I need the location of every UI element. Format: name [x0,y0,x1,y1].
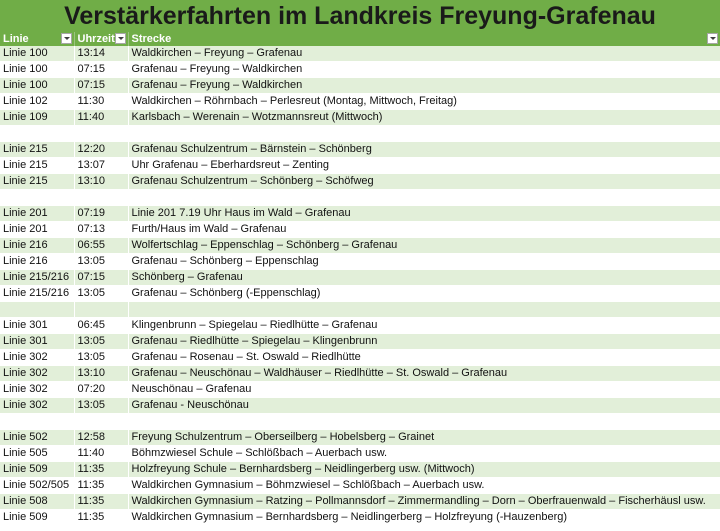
cell-linie[interactable]: Linie 215/216 [0,270,74,286]
cell-strecke[interactable]: Waldkirchen – Freyung – Grafenau [128,46,720,62]
cell-linie[interactable]: Linie 505 [0,446,74,462]
table-row [0,62,720,78]
cell-linie[interactable]: Linie 508 [0,494,74,510]
cell-strecke[interactable]: Grafenau – Neuschönau – Waldhäuser – Riedlhütte – St. Oswald – Grafenau [128,366,720,382]
table-row [0,206,720,222]
cell-linie[interactable]: Linie 201 [0,206,74,222]
cell-linie[interactable]: Linie 302 [0,398,74,414]
table-row [0,334,720,350]
cell-linie[interactable]: Linie 100 [0,78,74,94]
table-row [0,78,720,94]
cell-uhrzeit[interactable]: 07:15 [74,62,128,78]
cell-strecke[interactable]: Grafenau – Freyung – Waldkirchen [128,78,720,94]
cell-strecke[interactable]: Grafenau Schulzentrum – Bärnstein – Schönberg [128,142,720,158]
cell-linie[interactable]: Linie 216 [0,254,74,270]
table-row [0,414,720,430]
table-row [0,174,720,190]
cell-linie[interactable]: Linie 216 [0,238,74,254]
cell-strecke[interactable]: Schönberg – Grafenau [128,270,720,286]
table-row [0,494,720,510]
cell-uhrzeit[interactable] [74,126,128,142]
table-row [0,286,720,302]
cell-uhrzeit[interactable]: 13:14 [74,46,128,62]
cell-uhrzeit[interactable]: 06:45 [74,318,128,334]
cell-strecke[interactable] [128,302,720,318]
cell-strecke[interactable]: Waldkirchen Gymnasium – Ratzing – Pollmannsdorf – Zimmermandling – Dorn – Oberfrauenwald – Fischerhäusl usw. [128,494,720,510]
title-bar [0,0,720,33]
filter-dropdown-icon[interactable] [115,33,126,44]
cell-strecke[interactable]: Wolfertschlag – Eppenschlag – Schönberg – Grafenau [128,238,720,254]
table-row [0,142,720,158]
cell-uhrzeit[interactable]: 11:35 [74,462,128,478]
cell-strecke[interactable] [128,414,720,430]
table-row [0,446,720,462]
cell-linie[interactable]: Linie 502/505 [0,478,74,494]
filter-dropdown-icon[interactable] [61,33,72,44]
cell-linie[interactable]: Linie 100 [0,46,74,62]
column-header-label: Strecke [131,33,172,46]
cell-linie[interactable]: Linie 215 [0,158,74,174]
cell-linie[interactable]: Linie 302 [0,350,74,366]
column-header-linie [0,32,74,46]
cell-linie[interactable]: Linie 509 [0,510,74,526]
table-row [0,158,720,174]
cell-uhrzeit[interactable]: 11:35 [74,510,128,526]
cell-uhrzeit[interactable]: 12:58 [74,430,128,446]
cell-linie[interactable]: Linie 215 [0,174,74,190]
column-header-uhrzeit [74,32,128,46]
table-row [0,238,720,254]
cell-strecke[interactable]: Waldkirchen – Röhrnbach – Perlesreut (Montag, Mittwoch, Freitag) [128,94,720,110]
cell-linie[interactable]: Linie 201 [0,222,74,238]
cell-linie[interactable]: Linie 109 [0,110,74,126]
table-row [0,510,720,526]
cell-uhrzeit[interactable]: 07:20 [74,382,128,398]
cell-uhrzeit[interactable] [74,414,128,430]
cell-strecke[interactable]: Neuschönau – Grafenau [128,382,720,398]
cell-uhrzeit[interactable]: 13:10 [74,366,128,382]
cell-uhrzeit[interactable]: 13:05 [74,334,128,350]
cell-strecke[interactable] [128,190,720,206]
cell-strecke[interactable]: Grafenau Schulzentrum – Schönberg – Schöfweg [128,174,720,190]
cell-strecke[interactable]: Grafenau - Neuschönau [128,398,720,414]
cell-strecke[interactable]: Karlsbach – Werenain – Wotzmannsreut (Mittwoch) [128,110,720,126]
cell-uhrzeit[interactable]: 07:15 [74,78,128,94]
cell-uhrzeit[interactable] [74,302,128,318]
cell-uhrzeit[interactable]: 11:30 [74,94,128,110]
cell-uhrzeit[interactable]: 12:20 [74,142,128,158]
table-row [0,318,720,334]
cell-strecke[interactable]: Klingenbrunn – Spiegelau – Riedlhütte – Grafenau [128,318,720,334]
page-title: Verstärkerfahrten im Landkreis Freyung-Grafenau [64,1,656,30]
cell-uhrzeit[interactable]: 13:05 [74,254,128,270]
table-row [0,478,720,494]
table-row [0,46,720,62]
cell-strecke[interactable]: Grafenau – Riedlhütte – Spiegelau – Klingenbrunn [128,334,720,350]
cell-uhrzeit[interactable] [74,190,128,206]
cell-linie[interactable] [0,414,74,430]
cell-strecke[interactable]: Grafenau – Schönberg (-Eppenschlag) [128,286,720,302]
cell-strecke[interactable]: Waldkirchen Gymnasium – Böhmzwiesel – Schlößbach – Auerbach usw. [128,478,720,494]
cell-uhrzeit[interactable]: 13:07 [74,158,128,174]
cell-uhrzeit[interactable]: 11:40 [74,110,128,126]
table-row [0,430,720,446]
cell-strecke[interactable]: Uhr Grafenau – Eberhardsreut – Zenting [128,158,720,174]
cell-strecke[interactable]: Grafenau – Rosenau – St. Oswald – Riedlhütte [128,350,720,366]
table-row [0,110,720,126]
cell-linie[interactable] [0,302,74,318]
header-row [0,32,720,46]
schedule-table [0,32,720,526]
cell-uhrzeit[interactable]: 13:10 [74,174,128,190]
cell-linie[interactable]: Linie 502 [0,430,74,446]
table-row [0,190,720,206]
filter-dropdown-icon[interactable] [707,33,718,44]
cell-strecke[interactable]: Grafenau – Freyung – Waldkirchen [128,62,720,78]
table-row [0,302,720,318]
cell-uhrzeit[interactable]: 11:35 [74,478,128,494]
cell-strecke[interactable]: Holzfreyung Schule – Bernhardsberg – Neidlingerberg usw. (Mittwoch) [128,462,720,478]
table-row [0,462,720,478]
cell-uhrzeit[interactable]: 06:55 [74,238,128,254]
table-row [0,94,720,110]
cell-uhrzeit[interactable]: 07:15 [74,270,128,286]
cell-uhrzeit[interactable]: 13:05 [74,350,128,366]
cell-linie[interactable]: Linie 215/216 [0,286,74,302]
table-row [0,222,720,238]
table-row [0,254,720,270]
cell-strecke[interactable]: Linie 201 7.19 Uhr Haus im Wald – Grafenau [128,206,720,222]
cell-linie[interactable]: Linie 301 [0,334,74,350]
column-header-label: Uhrzeit [77,33,115,46]
cell-linie[interactable]: Linie 509 [0,462,74,478]
cell-linie[interactable] [0,126,74,142]
cell-linie[interactable]: Linie 100 [0,62,74,78]
column-header-label: Linie [3,33,29,46]
cell-uhrzeit[interactable]: 11:35 [74,494,128,510]
cell-uhrzeit[interactable]: 13:05 [74,286,128,302]
cell-linie[interactable]: Linie 301 [0,318,74,334]
cell-uhrzeit[interactable]: 13:05 [74,398,128,414]
cell-strecke[interactable]: Waldkirchen Gymnasium – Bernhardsberg – Neidlingerberg – Holzfreyung (-Hauzenberg) [128,510,720,526]
table-row [0,350,720,366]
table-row [0,382,720,398]
cell-linie[interactable]: Linie 102 [0,94,74,110]
cell-linie[interactable] [0,190,74,206]
cell-strecke[interactable]: Furth/Haus im Wald – Grafenau [128,222,720,238]
cell-strecke[interactable] [128,126,720,142]
cell-strecke[interactable]: Böhmzwiesel Schule – Schlößbach – Auerbach usw. [128,446,720,462]
table-row [0,398,720,414]
table-row [0,270,720,286]
table-row [0,126,720,142]
cell-strecke[interactable]: Freyung Schulzentrum – Oberseilberg – Hobelsberg – Grainet [128,430,720,446]
cell-uhrzeit[interactable]: 07:13 [74,222,128,238]
column-header-strecke [128,32,720,46]
cell-linie[interactable]: Linie 215 [0,142,74,158]
cell-uhrzeit[interactable]: 11:40 [74,446,128,462]
cell-linie[interactable]: Linie 302 [0,366,74,382]
cell-strecke[interactable]: Grafenau – Schönberg – Eppenschlag [128,254,720,270]
cell-linie[interactable]: Linie 302 [0,382,74,398]
cell-uhrzeit[interactable]: 07:19 [74,206,128,222]
table-row [0,366,720,382]
